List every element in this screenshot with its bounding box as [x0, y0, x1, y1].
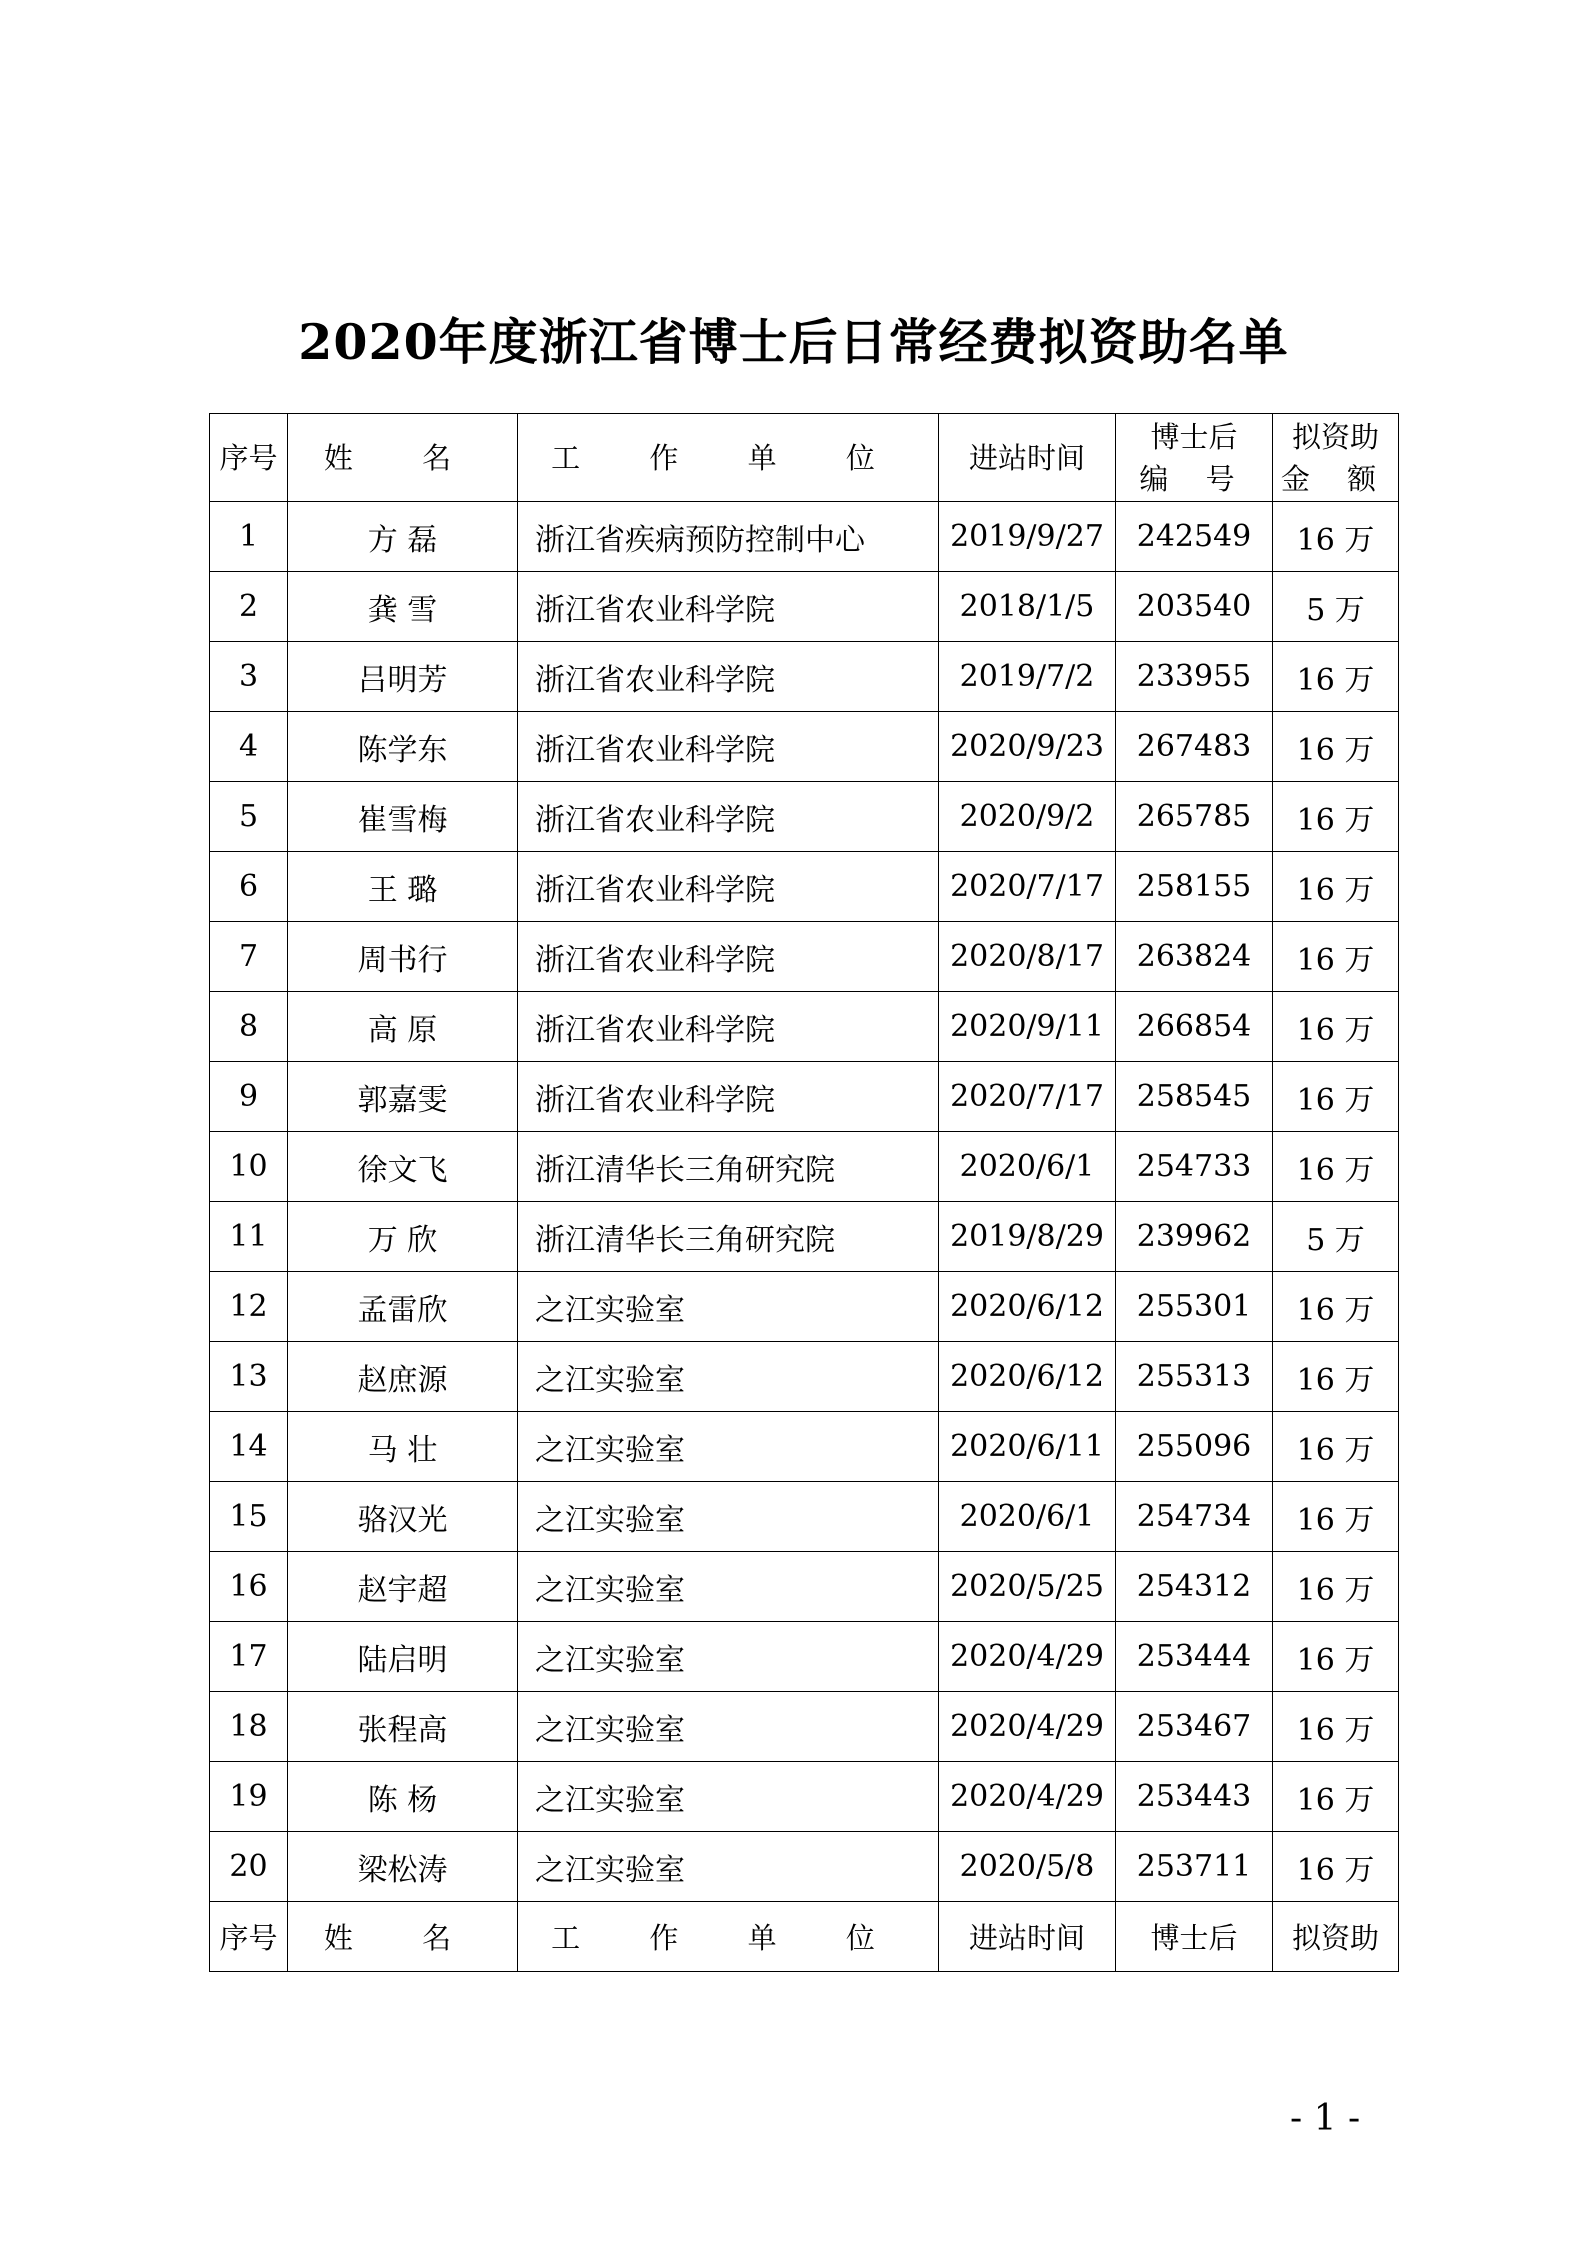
cell-entry-date: 2020/5/8 [939, 1832, 1116, 1902]
cell-name: 陆启明 [288, 1622, 518, 1692]
cell-postdoc-id: 254734 [1116, 1482, 1273, 1552]
cell-amount: 16 万 [1273, 1552, 1399, 1622]
cell-unit: 之江实验室 [518, 1412, 939, 1482]
cell-amount: 16 万 [1273, 1412, 1399, 1482]
table-row [210, 1692, 1399, 1762]
cell-unit: 浙江省农业科学院 [518, 642, 939, 712]
cell-postdoc-id: 242549 [1116, 502, 1273, 572]
cell-name: 郭嘉雯 [288, 1062, 518, 1132]
cell-amount: 5 万 [1273, 572, 1399, 642]
cell-name: 张程高 [288, 1692, 518, 1762]
cell-amount: 16 万 [1273, 1692, 1399, 1762]
cell-entry-date: 2020/5/25 [939, 1552, 1116, 1622]
cell-name: 陈学东 [288, 712, 518, 782]
cell-unit: 之江实验室 [518, 1342, 939, 1412]
table-row [210, 1622, 1399, 1692]
cell-unit: 浙江省农业科学院 [518, 852, 939, 922]
cell-index: 5 [210, 782, 288, 852]
cell-index: 4 [210, 712, 288, 782]
cell-amount: 16 万 [1273, 1832, 1399, 1902]
cell-index: 11 [210, 1202, 288, 1272]
header-postdoc-id-line1: 博士后 [1150, 419, 1238, 454]
cell-entry-date: 2020/9/11 [939, 992, 1116, 1062]
cell-amount: 16 万 [1273, 852, 1399, 922]
cell-amount: 16 万 [1273, 502, 1399, 572]
footer-unit: 工 作 单 位 [518, 1902, 939, 1972]
cell-index: 7 [210, 922, 288, 992]
cell-index: 16 [210, 1552, 288, 1622]
cell-name: 陈 杨 [288, 1762, 518, 1832]
cell-amount: 16 万 [1273, 1342, 1399, 1412]
cell-index: 15 [210, 1482, 288, 1552]
cell-index: 12 [210, 1272, 288, 1342]
cell-unit: 浙江省农业科学院 [518, 922, 939, 992]
cell-entry-date: 2020/4/29 [939, 1622, 1116, 1692]
cell-name: 赵庶源 [288, 1342, 518, 1412]
table-row [210, 1552, 1399, 1622]
cell-postdoc-id: 253444 [1116, 1622, 1273, 1692]
cell-name: 崔雪梅 [288, 782, 518, 852]
cell-postdoc-id: 239962 [1116, 1202, 1273, 1272]
cell-name: 赵宇超 [288, 1552, 518, 1622]
cell-index: 13 [210, 1342, 288, 1412]
cell-postdoc-id: 203540 [1116, 572, 1273, 642]
cell-postdoc-id: 255096 [1116, 1412, 1273, 1482]
cell-entry-date: 2020/7/17 [939, 852, 1116, 922]
cell-index: 18 [210, 1692, 288, 1762]
header-entry-date: 进站时间 [939, 414, 1116, 502]
cell-unit: 之江实验室 [518, 1692, 939, 1762]
cell-unit: 之江实验室 [518, 1482, 939, 1552]
cell-entry-date: 2020/7/17 [939, 1062, 1116, 1132]
cell-amount: 16 万 [1273, 922, 1399, 992]
cell-amount: 16 万 [1273, 712, 1399, 782]
table-row [210, 572, 1399, 642]
cell-unit: 之江实验室 [518, 1762, 939, 1832]
cell-unit: 浙江清华长三角研究院 [518, 1132, 939, 1202]
cell-index: 19 [210, 1762, 288, 1832]
cell-unit: 浙江省农业科学院 [518, 572, 939, 642]
table-row [210, 852, 1399, 922]
cell-postdoc-id: 258155 [1116, 852, 1273, 922]
cell-index: 2 [210, 572, 288, 642]
table-row [210, 642, 1399, 712]
footer-index: 序号 [210, 1902, 288, 1972]
header-postdoc-id-line2: 编 号 [1139, 461, 1249, 496]
cell-amount: 16 万 [1273, 642, 1399, 712]
table-row [210, 712, 1399, 782]
cell-unit: 浙江省农业科学院 [518, 992, 939, 1062]
header-index: 序号 [210, 414, 288, 502]
cell-index: 8 [210, 992, 288, 1062]
table-row [210, 1832, 1399, 1902]
cell-name: 孟雷欣 [288, 1272, 518, 1342]
cell-name: 高 原 [288, 992, 518, 1062]
cell-amount: 5 万 [1273, 1202, 1399, 1272]
cell-entry-date: 2019/7/2 [939, 642, 1116, 712]
cell-postdoc-id: 233955 [1116, 642, 1273, 712]
footer-amount: 拟资助 [1273, 1902, 1399, 1972]
cell-entry-date: 2020/8/17 [939, 922, 1116, 992]
cell-amount: 16 万 [1273, 1062, 1399, 1132]
table-row [210, 1762, 1399, 1832]
header-name: 姓 名 [288, 414, 518, 502]
cell-entry-date: 2020/9/23 [939, 712, 1116, 782]
cell-entry-date: 2018/1/5 [939, 572, 1116, 642]
header-unit: 工 作 单 位 [518, 414, 939, 502]
table-footer-row [210, 1902, 1399, 1972]
table-row [210, 782, 1399, 852]
cell-unit: 之江实验室 [518, 1832, 939, 1902]
cell-index: 3 [210, 642, 288, 712]
cell-name: 马 壮 [288, 1412, 518, 1482]
cell-index: 1 [210, 502, 288, 572]
cell-postdoc-id: 253711 [1116, 1832, 1273, 1902]
cell-name: 方 磊 [288, 502, 518, 572]
table-row [210, 1202, 1399, 1272]
cell-postdoc-id: 254733 [1116, 1132, 1273, 1202]
cell-postdoc-id: 263824 [1116, 922, 1273, 992]
cell-postdoc-id: 254312 [1116, 1552, 1273, 1622]
cell-name: 龚 雪 [288, 572, 518, 642]
cell-amount: 16 万 [1273, 1622, 1399, 1692]
cell-index: 20 [210, 1832, 288, 1902]
page-title: 2020年度浙江省博士后日常经费拟资助名单 [298, 313, 1289, 371]
cell-unit: 之江实验室 [518, 1272, 939, 1342]
table-row [210, 1482, 1399, 1552]
cell-postdoc-id: 265785 [1116, 782, 1273, 852]
cell-unit: 之江实验室 [518, 1622, 939, 1692]
cell-entry-date: 2020/6/11 [939, 1412, 1116, 1482]
cell-unit: 浙江省农业科学院 [518, 782, 939, 852]
cell-postdoc-id: 266854 [1116, 992, 1273, 1062]
table-row [210, 1132, 1399, 1202]
cell-entry-date: 2020/6/12 [939, 1272, 1116, 1342]
cell-index: 9 [210, 1062, 288, 1132]
cell-postdoc-id: 255313 [1116, 1342, 1273, 1412]
table-header-row [210, 414, 1399, 502]
table-row [210, 1062, 1399, 1132]
table-row [210, 922, 1399, 992]
cell-name: 万 欣 [288, 1202, 518, 1272]
header-amount [1273, 414, 1399, 502]
cell-unit: 浙江省农业科学院 [518, 712, 939, 782]
footer-postdoc-id: 博士后 [1116, 1902, 1273, 1972]
cell-name: 吕明芳 [288, 642, 518, 712]
cell-unit: 浙江省疾病预防控制中心 [518, 502, 939, 572]
cell-entry-date: 2020/6/12 [939, 1342, 1116, 1412]
table-row [210, 1412, 1399, 1482]
header-postdoc-id [1116, 414, 1273, 502]
cell-unit: 浙江清华长三角研究院 [518, 1202, 939, 1272]
cell-index: 14 [210, 1412, 288, 1482]
footer-name: 姓 名 [288, 1902, 518, 1972]
table-row [210, 992, 1399, 1062]
cell-name: 周书行 [288, 922, 518, 992]
header-amount-line2: 金 额 [1280, 461, 1391, 496]
cell-postdoc-id: 255301 [1116, 1272, 1273, 1342]
page-number: - 1 - [1290, 2098, 1361, 2139]
cell-entry-date: 2020/6/1 [939, 1482, 1116, 1552]
cell-entry-date: 2019/9/27 [939, 502, 1116, 572]
cell-postdoc-id: 253467 [1116, 1692, 1273, 1762]
cell-entry-date: 2020/6/1 [939, 1132, 1116, 1202]
cell-postdoc-id: 253443 [1116, 1762, 1273, 1832]
table-row [210, 1272, 1399, 1342]
cell-entry-date: 2019/8/29 [939, 1202, 1116, 1272]
cell-name: 王 璐 [288, 852, 518, 922]
cell-postdoc-id: 258545 [1116, 1062, 1273, 1132]
cell-amount: 16 万 [1273, 992, 1399, 1062]
cell-index: 6 [210, 852, 288, 922]
header-amount-line1: 拟资助 [1291, 419, 1379, 454]
cell-name: 骆汉光 [288, 1482, 518, 1552]
cell-index: 17 [210, 1622, 288, 1692]
cell-name: 梁松涛 [288, 1832, 518, 1902]
cell-entry-date: 2020/9/2 [939, 782, 1116, 852]
cell-amount: 16 万 [1273, 1132, 1399, 1202]
table-row [210, 502, 1399, 572]
cell-index: 10 [210, 1132, 288, 1202]
cell-amount: 16 万 [1273, 1762, 1399, 1832]
cell-entry-date: 2020/4/29 [939, 1692, 1116, 1762]
cell-amount: 16 万 [1273, 782, 1399, 852]
cell-unit: 之江实验室 [518, 1552, 939, 1622]
cell-amount: 16 万 [1273, 1272, 1399, 1342]
footer-entry-date: 进站时间 [939, 1902, 1116, 1972]
funding-roster-table [209, 413, 1399, 1972]
table-row [210, 1342, 1399, 1412]
cell-postdoc-id: 267483 [1116, 712, 1273, 782]
table-body [210, 414, 1399, 1972]
cell-name: 徐文飞 [288, 1132, 518, 1202]
cell-entry-date: 2020/4/29 [939, 1762, 1116, 1832]
cell-unit: 浙江省农业科学院 [518, 1062, 939, 1132]
cell-amount: 16 万 [1273, 1482, 1399, 1552]
